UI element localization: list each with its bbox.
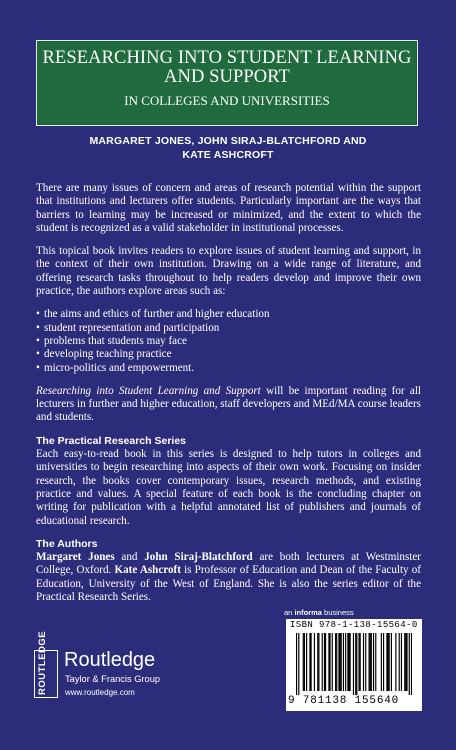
series-text: Each easy-to-read book in this series is designed to help tutors in colleges and universities to begin researching into aspects of their own work. Focusing on insider research, the books cover contemporary issues, research methods, and existing practice and values. A special feature of each book is the concluding chapter on writing for publication with a helpful annotated list of publishers and journals of educational research. (36, 448, 421, 527)
routledge-mark-icon (34, 630, 58, 698)
barcode-bar (324, 633, 325, 691)
barcode-bar (340, 633, 341, 691)
barcode-bar (365, 633, 366, 691)
author-line2: KATE ASHCROFT (182, 149, 274, 161)
informa-prefix: an (284, 608, 295, 617)
list-item: • problems that students may face (36, 335, 421, 348)
barcode-bar (298, 633, 299, 695)
routledge-mark-text: ROUTLEDGE (37, 630, 48, 695)
barcode-bar (338, 633, 339, 691)
author-line1: MARGARET JONES, JOHN SIRAJ-BLATCHFORD AND (89, 135, 367, 147)
barcode-bar (386, 633, 387, 691)
barcode-bar (373, 633, 374, 691)
authors-section (36, 538, 421, 604)
list-item: • the aims and ethics of further and higher education (36, 308, 421, 321)
barcode-bar (370, 633, 371, 691)
author-name: Margaret Jones (36, 551, 115, 564)
topic-list (36, 308, 421, 374)
barcode-bar (355, 633, 356, 695)
author-name: Kate Ashcroft (114, 564, 181, 577)
isbn-digits: 9 781138 155640 (288, 695, 400, 707)
barcode-bar (347, 633, 348, 691)
list-item: • student representation and participation (36, 322, 421, 335)
informa-suffix: business (321, 608, 354, 617)
italic-book-title: Researching into Student Learning and Support (36, 384, 261, 397)
barcode-bar (304, 633, 305, 691)
barcode-bar (325, 633, 326, 691)
barcode-bar (375, 633, 376, 691)
barcode-bar (405, 633, 406, 691)
description-paragraph-3 (36, 385, 421, 425)
authors-heading: The Authors (36, 537, 98, 550)
barcode-bar (341, 633, 342, 691)
isbn-label: ISBN 978-1-138-15564-0 (290, 620, 418, 630)
barcode-bar (353, 633, 354, 695)
barcode-bar (343, 633, 344, 691)
barcode-bar (406, 633, 407, 691)
authors-bio (36, 551, 421, 604)
barcode-bar (318, 633, 319, 691)
barcode-bar (395, 633, 396, 691)
series-section (36, 435, 421, 528)
author-name: John Siraj-Blatchford (144, 551, 253, 564)
barcode-bar (317, 633, 318, 691)
barcode-bar (360, 633, 361, 691)
barcode-bar (399, 633, 400, 691)
barcode-bar (335, 633, 336, 691)
barcode-bar (363, 633, 364, 691)
isbn-barcode (286, 619, 422, 711)
bio-text: are both lecturers at Westminster College, Oxford. (36, 551, 421, 577)
barcode-bar (309, 633, 310, 691)
barcode-bar (328, 633, 329, 691)
informa-business-label (284, 608, 354, 617)
barcode-bar (383, 633, 384, 691)
description-paragraph-3-text: will be important reading for all lecturers in further and higher education, staff developers and MEd/MA course leaders and students. (36, 384, 421, 424)
barcode-bar (381, 633, 382, 691)
barcode-bar (356, 633, 357, 695)
barcode-bar (369, 633, 370, 691)
barcode-bar (387, 633, 388, 691)
barcode-bar (404, 633, 405, 691)
barcode-bar (371, 633, 372, 691)
barcode-bar (401, 633, 402, 691)
list-item: • developing teaching practice (36, 348, 421, 361)
book-title (37, 49, 417, 87)
publisher-group: Taylor & Francis Group (65, 674, 161, 684)
publisher-url[interactable]: www.routledge.com (65, 688, 135, 697)
series-heading: The Practical Research Series (36, 434, 187, 447)
barcode-bar (389, 633, 390, 691)
barcode-bar (348, 633, 349, 691)
barcode-bar (345, 633, 346, 691)
back-cover-text (36, 182, 421, 614)
barcode-bar (303, 633, 304, 691)
description-paragraph-1: There are many issues of concern and areas of research potential within the support that institutions and lecturers offer students. Particularly important are the ways that barriers to learning may be increased or minimized, and the extent to which the student is recognized as a valid stakeholder in institutional processes. (36, 182, 421, 234)
bio-text: is Professor of Education and Dean of the Faculty of Education, University of the West of England. She is also the series editor of the Practical Research Series. (36, 564, 421, 604)
barcode-icon (296, 633, 412, 695)
barcode-bar (314, 633, 315, 691)
barcode-bar (409, 633, 410, 695)
barcode-bar (391, 633, 392, 691)
informa-word: informa (294, 608, 322, 617)
barcode-bar (322, 633, 323, 691)
book-title-line1: RESEARCHING INTO STUDENT LEARNING (42, 48, 412, 68)
barcode-bar (358, 633, 359, 691)
barcode-bar (350, 633, 351, 691)
title-box (36, 40, 418, 126)
barcode-bar (332, 633, 333, 691)
description-paragraph-2: This topical book invites readers to explore issues of student learning and support, in the context of their own institution. Drawing on a wide range of literature, and offering research tasks throughout to help readers develop and improve their own practice, the authors explore areas such as: (36, 245, 421, 298)
publisher-name: Routledge (64, 649, 156, 671)
bio-text: and (114, 551, 145, 564)
book-subtitle: IN COLLEGES AND UNIVERSITIES (124, 93, 330, 108)
author-list (0, 134, 456, 162)
barcode-bar (311, 633, 312, 691)
book-title-line2: AND SUPPORT (164, 67, 290, 87)
list-item: • micro-politics and empowerment. (36, 362, 421, 375)
barcode-bar (329, 633, 330, 691)
barcode-bar (411, 633, 412, 695)
barcode-bar (306, 633, 307, 691)
barcode-bar (296, 633, 297, 695)
barcode-bar (336, 633, 337, 691)
